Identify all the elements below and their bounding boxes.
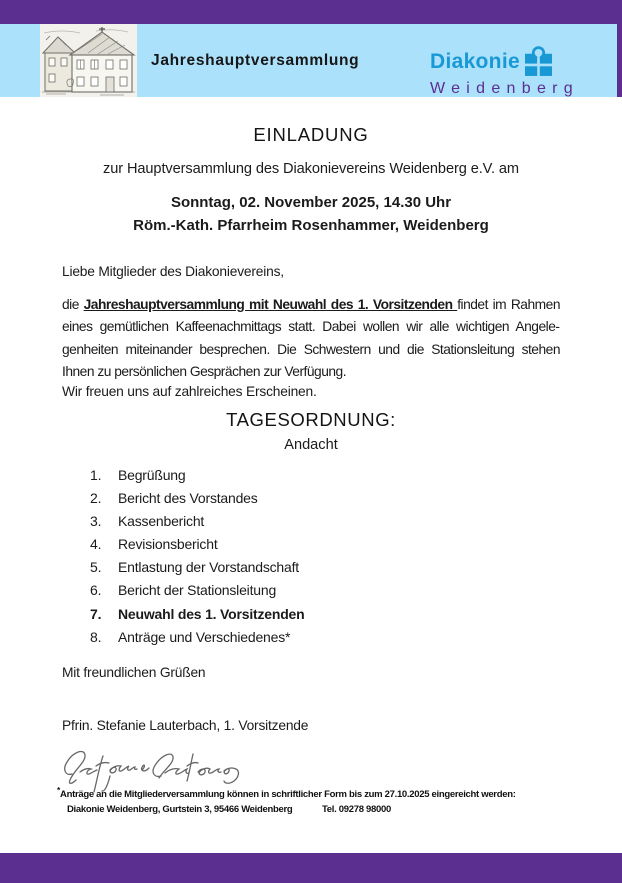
agenda-item-number: 6. [90,582,102,599]
agenda-item-number: 7. [90,605,102,622]
agenda-item-label: Entlastung der Vorstandschaft [118,559,299,576]
body-emphasis: Jahreshauptversammlung mit Neuwahl des 1. Vorsitzenden [83,297,458,312]
brand-name: Diakonie [430,50,520,73]
agenda-heading: TAGESORDNUNG: [226,409,396,430]
brand-logo [430,51,579,98]
agenda-item-2 [90,487,305,510]
kronenkreuz-icon [525,46,552,76]
doc-subtitle: zur Hauptversammlung des Diakonievereins Weidenberg e.V. am [103,161,519,177]
agenda-item-number: 8. [90,628,102,645]
right-purple-strip [617,0,622,97]
body-rest: findet im Rahmen eines gemütlichen Kaffeenachmittags statt. Dabei wollen wir alle wichtigen Angelegenheiten miteinander besprechen. Die Schwestern und die Stationsleitung stehen Ihnen zu persönlichen Gesprächen zur Verfügung. [62,297,560,379]
agenda-item-3 [90,510,305,533]
body-paragraph [62,294,560,383]
event-location: Röm.-Kath. Pfarrheim Rosenhammer, Weidenberg [133,217,489,234]
header-band [0,24,622,97]
agenda-item-label: Bericht der Stationsleitung [118,582,277,599]
banner-title: Jahreshauptversammlung [151,51,360,69]
signer-line: Pfrin. Stefanie Lauterbach, 1. Vorsitzende [62,718,309,733]
footnote [57,783,516,817]
bottom-purple-bar [0,853,622,883]
agenda-item-label: Kassenbericht [118,513,205,530]
agenda-item-number: 2. [90,490,102,507]
brand-subname: Weidenberg [430,80,579,97]
agenda-item-5 [90,556,305,579]
body-prefix: die [62,297,84,312]
footnote-line2 [57,803,516,818]
agenda-item-label: Bericht des Vorstandes [118,490,258,507]
top-purple-bar [0,0,622,24]
house-sketch-image [40,24,137,97]
agenda-item-1 [90,464,305,487]
agenda-subheading: Andacht [284,437,338,453]
footnote-line1-text: Anträge an die Mitgliederversammlung können in schriftlicher Form bis zum 27.10.2025 eingereicht werden: [60,789,516,801]
footnote-asterisk: * [57,785,61,795]
agenda-item-label: Neuwahl des 1. Vorsitzenden [118,605,305,622]
footnote-address: Diakonie Weidenberg, Gurtstein 3, 95466 Weidenberg [67,803,293,815]
closing-salutation: Mit freundlichen Grüßen [62,665,206,680]
agenda-item-7 [90,603,305,626]
doc-title: EINLADUNG [253,124,369,145]
agenda-item-label: Anträge und Verschiedenes* [118,628,291,645]
footnote-phone: Tel. 09278 98000 [322,803,391,815]
salutation: Liebe Mitglieder des Diakonievereins, [62,264,284,279]
footnote-line1 [57,783,516,803]
event-datetime: Sonntag, 02. November 2025, 14.30 Uhr [170,194,452,211]
agenda-item-number: 3. [90,513,102,530]
agenda-item-4 [90,533,305,556]
agenda-item-number: 4. [90,536,102,553]
agenda-list [90,464,305,649]
body-closing-line: Wir freuen uns auf zahlreiches Erscheinen. [62,384,317,399]
agenda-item-6 [90,579,305,602]
agenda-item-number: 1. [90,467,102,483]
agenda-item-label: Revisionsbericht [118,536,218,553]
agenda-item-number: 5. [90,559,102,576]
agenda-item-label: Begrüßung [118,467,186,483]
agenda-item-8 [90,626,305,649]
